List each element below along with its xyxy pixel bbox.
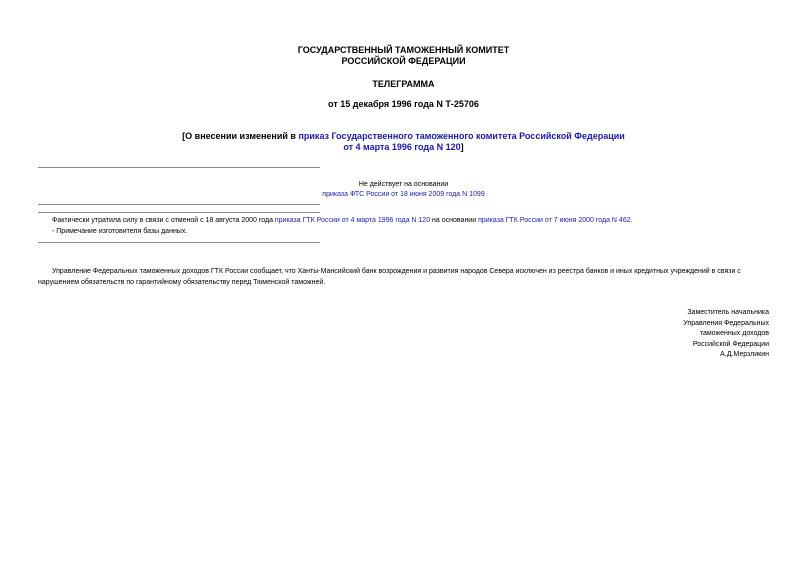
signature-name: А.Д.Мерзликин bbox=[720, 351, 769, 358]
editor-note-link-order-120[interactable]: приказа ГТК России от 4 марта 1996 года N 120 bbox=[274, 217, 431, 224]
divider-middle-1 bbox=[38, 204, 320, 205]
divider-middle-2 bbox=[38, 212, 320, 213]
document-date-number: от 15 декабря 1996 года N Т-25706 bbox=[328, 99, 479, 109]
editor-note-link-order-462[interactable]: приказа ГТК России от 7 июня 2000 года N 462 bbox=[478, 217, 631, 224]
signature-line-3: таможенных доходов bbox=[699, 330, 769, 337]
title-prefix: [О внесении изменений в bbox=[182, 131, 299, 141]
editor-note bbox=[52, 216, 772, 226]
editor-note-line-2: - Примечание изготовителя базы данных. bbox=[52, 228, 188, 235]
status-note-link-order-1099[interactable]: приказа ФТС России от 18 июня 2009 года N 1099 bbox=[322, 191, 485, 198]
title-link-order-120-line2[interactable]: от 4 марта 1996 года N 120 bbox=[343, 142, 461, 152]
document-title bbox=[0, 131, 807, 142]
issuer-line-1: ГОСУДАРСТВЕННЫЙ ТАМОЖЕННЫЙ КОМИТЕТ bbox=[297, 45, 510, 55]
status-note-link-line bbox=[0, 190, 807, 200]
signature-line-1: Заместитель начальника bbox=[687, 309, 769, 316]
divider-top bbox=[38, 167, 320, 168]
editor-note-text-2: на основании bbox=[430, 217, 479, 224]
editor-note-text-1: Фактически утратила силу в связи с отменой с 18 августа 2000 года bbox=[52, 217, 275, 224]
signature-line-4: Российской Федерации bbox=[692, 340, 769, 348]
body-paragraph: Управление Федеральных таможенных доходов ГТК России сообщает, что Ханты-Мансийский банк возрождения и развития народов Севера исключен из реестра банков и иных кредитных учреждений в связи с нарушением обязательств по гарантийному обязательству перед Тюменской таможней. bbox=[38, 268, 741, 286]
document-type: ТЕЛЕГРАММА bbox=[372, 79, 435, 89]
divider-bottom bbox=[38, 242, 320, 243]
issuer-line-2: РОССИЙСКОЙ ФЕДЕРАЦИИ bbox=[341, 56, 466, 66]
document-title-line2 bbox=[0, 142, 807, 153]
status-note-line: Не действует на основании bbox=[358, 181, 449, 188]
title-suffix: ] bbox=[460, 142, 464, 152]
editor-note-text-3: . bbox=[630, 217, 633, 224]
title-link-order-120-line1[interactable]: приказ Государственного таможенного комитета Российской Федерации bbox=[298, 131, 625, 141]
signature-line-2: Управления Федеральных bbox=[683, 319, 769, 327]
